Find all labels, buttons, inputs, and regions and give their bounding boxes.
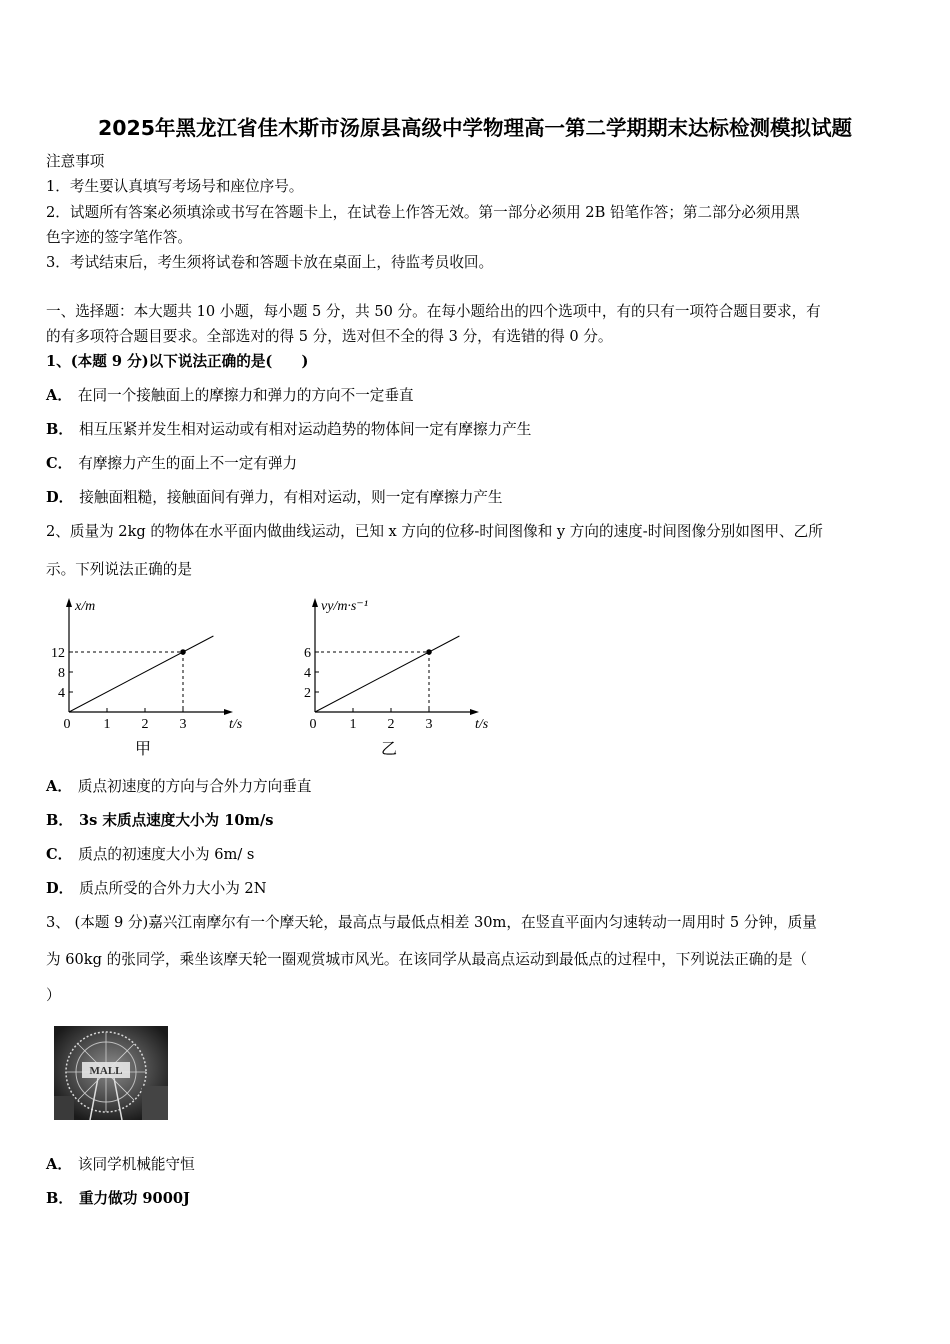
option-text: 接触面粗糙，接触面间有弹力，有相对运动，则一定有摩擦力产生 [79, 489, 503, 506]
y-tick-label: 4 [58, 686, 65, 701]
question-2-stem: 2、质量为 2kg 的物体在水平面内做曲线运动，已知 x 方向的位移-时间图像和 y 方向的速度-时间图像分别如图甲、乙所 [46, 523, 823, 540]
question-3-stem: 3、 (本题 9 分)嘉兴江南摩尔有一个摩天轮，最高点与最低点相差 30m，在竖直平面内匀速转动一周用时 5 分钟，质量 [46, 914, 817, 931]
photo-sign: MALL [89, 1065, 123, 1077]
series-line [69, 636, 213, 712]
x-tick-label: 2 [387, 717, 395, 732]
option-label: D． [46, 880, 74, 897]
y-axis-arrow [66, 598, 72, 607]
x-tick-label: 1 [349, 717, 357, 732]
q2-option-d[interactable] [46, 879, 266, 899]
y-tick-label: 2 [304, 686, 311, 701]
question-3-stem-end: ） [46, 987, 61, 1004]
y-tick-label: 8 [58, 666, 65, 681]
option-text: 在同一个接触面上的摩擦力和弹力的方向不一定垂直 [77, 387, 414, 404]
y-tick-label: 12 [51, 646, 65, 661]
x-tick-label: 3 [179, 717, 187, 732]
q3-option-b[interactable] [46, 1189, 190, 1209]
question-3-stem-cont: 为 60kg 的张同学，乘坐该摩天轮一圈观赏城市风光。在该同学从最高点运动到最低点的过程中，下列说法正确的是（ [46, 951, 808, 968]
y-axis-arrow [312, 598, 318, 607]
x-tick-label: 3 [425, 717, 433, 732]
q2-option-b[interactable] [46, 811, 274, 831]
x-tick-label: 2 [141, 717, 149, 732]
ferris-wheel-icon [54, 1026, 168, 1120]
x-tick-label: 0 [309, 717, 317, 732]
chart-jia [40, 590, 270, 770]
option-text: 质点的初速度大小为 6m/ s [78, 846, 255, 863]
question-number: 1、 [46, 353, 71, 370]
q1-option-a[interactable] [46, 386, 414, 406]
series-line [315, 636, 459, 712]
option-label: A． [46, 1156, 72, 1173]
option-label: D． [46, 489, 74, 506]
chart-yi [286, 590, 516, 770]
q1-option-d[interactable] [46, 488, 502, 508]
chart-caption: 甲 [134, 741, 152, 758]
notice-item: 1．考生要认真填写考场号和座位序号。 [46, 178, 304, 195]
option-text: 质点所受的合外力大小为 2N [79, 880, 267, 897]
y-axis-label: x/m [75, 599, 96, 614]
x-tick-label: 0 [63, 717, 71, 732]
option-text: 有摩擦力产生的面上不一定有弹力 [78, 455, 298, 472]
notice-heading: 注意事项 [46, 153, 105, 170]
q3-option-a[interactable] [46, 1155, 195, 1175]
section-instructions: 一、选择题：本大题共 10 小题，每小题 5 分，共 50 分。在每小题给出的四个选项中，有的只有一项符合题目要求，有 [46, 303, 821, 320]
page-title: 2025年黑龙江省佳木斯市汤原县高级中学物理高一第二学期期末达标检测模拟试题 [97, 116, 853, 140]
notice-item: 3．考试结束后，考生须将试卷和答题卡放在桌面上，待监考员收回。 [46, 254, 494, 271]
option-label: B． [46, 812, 73, 829]
chart-caption: 乙 [380, 741, 398, 758]
x-axis-arrow [224, 709, 233, 715]
section-instructions: 的有多项符合题目要求。全部选对的得 5 分，选对但不全的得 3 分，有选错的得 0 分。 [46, 328, 613, 345]
q2-option-c[interactable] [46, 845, 254, 865]
option-label: B． [46, 1190, 73, 1207]
x-axis-arrow [470, 709, 479, 715]
question-2-stem-cont: 示。下列说法正确的是 [46, 561, 192, 578]
data-point [426, 649, 432, 655]
q2-option-a[interactable] [46, 777, 311, 797]
ferris-wheel-photo [54, 1026, 168, 1120]
notice-item: 2．试题所有答案必须填涂或书写在答题卡上，在试卷上作答无效。第一部分必须用 2B 铅笔作答；第二部分必须用黑 [46, 204, 800, 221]
q1-option-b[interactable] [46, 420, 531, 440]
option-text: 相互压紧并发生相对运动或有相对运动趋势的物体间一定有摩擦力产生 [78, 421, 532, 438]
question-1-stem [46, 352, 308, 372]
x-tick-label: 1 [103, 717, 111, 732]
x-axis-label: t/s [229, 717, 243, 732]
y-axis-label: vy/m·s⁻¹ [321, 599, 368, 614]
option-text: 该同学机械能守恒 [77, 1156, 195, 1173]
data-point [180, 649, 186, 655]
y-tick-label: 4 [304, 666, 311, 681]
option-text: 重力做功 9000J [78, 1190, 190, 1207]
option-label: C． [46, 455, 73, 472]
question-text: (本题 9 分)以下说法正确的是( ) [70, 353, 309, 370]
option-label: B． [46, 421, 73, 438]
option-text: 质点初速度的方向与合外力方向垂直 [77, 778, 312, 795]
x-axis-label: t/s [475, 717, 489, 732]
option-label: A． [46, 778, 72, 795]
notice-item: 色字迹的签字笔作答。 [46, 229, 192, 246]
q1-option-c[interactable] [46, 454, 297, 474]
y-tick-label: 6 [304, 646, 311, 661]
option-text: 3s 末质点速度大小为 10m/s [78, 812, 274, 829]
option-label: C． [46, 846, 73, 863]
option-label: A． [46, 387, 72, 404]
